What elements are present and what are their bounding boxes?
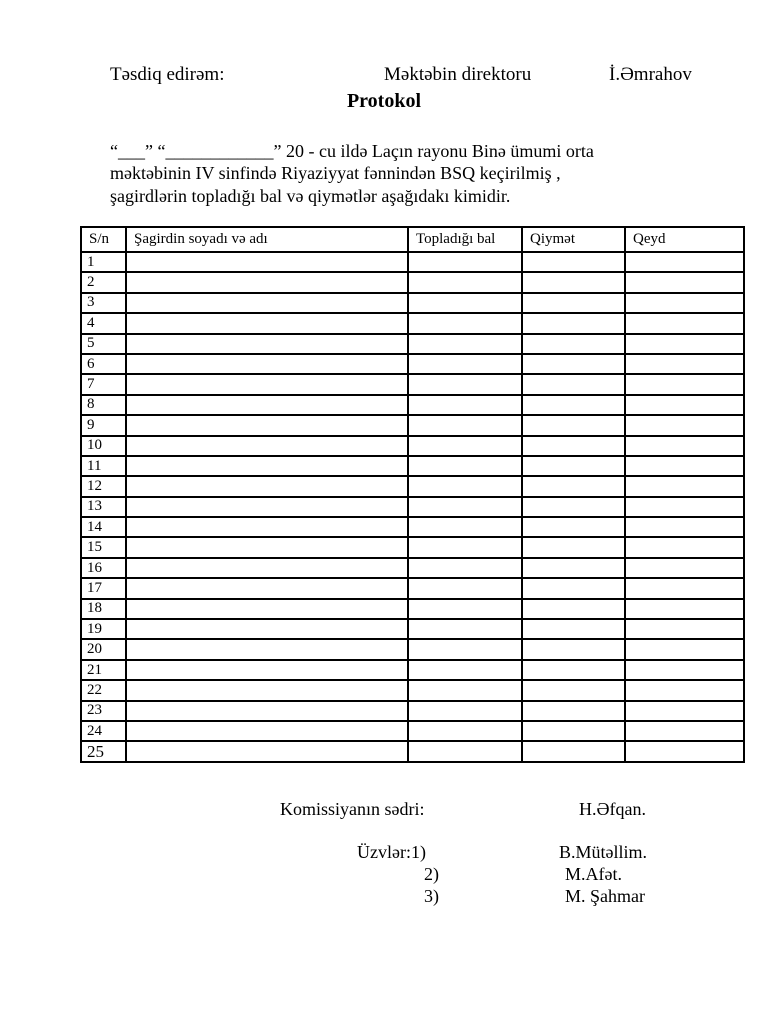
table-row — [81, 354, 744, 374]
grade-cell — [522, 395, 625, 415]
row-number-cell: 5 — [81, 334, 126, 354]
column-header-score: Topladığı bal — [408, 227, 522, 252]
grade-cell — [522, 741, 625, 761]
note-cell — [625, 721, 744, 741]
grade-cell — [522, 680, 625, 700]
student-name-cell — [126, 415, 408, 435]
note-cell — [625, 537, 744, 557]
score-cell — [408, 313, 522, 333]
row-number-cell: 15 — [81, 537, 126, 557]
table-row — [81, 599, 744, 619]
note-cell — [625, 660, 744, 680]
student-name-cell — [126, 436, 408, 456]
note-cell — [625, 374, 744, 394]
score-cell — [408, 558, 522, 578]
row-number-cell: 20 — [81, 639, 126, 659]
score-cell — [408, 456, 522, 476]
student-name-cell — [126, 272, 408, 292]
grade-cell — [522, 415, 625, 435]
score-cell — [408, 721, 522, 741]
student-name-cell — [126, 721, 408, 741]
table-row — [81, 721, 744, 741]
chair-label: Komissiyanın sədri: — [280, 799, 425, 819]
column-header-number: S/n — [81, 227, 126, 252]
score-cell — [408, 497, 522, 517]
director-title: Məktəbin direktoru — [384, 64, 532, 85]
student-name-cell — [126, 252, 408, 272]
table-row — [81, 497, 744, 517]
row-number-cell: 13 — [81, 497, 126, 517]
score-cell — [408, 272, 522, 292]
student-name-cell — [126, 701, 408, 721]
grade-cell — [522, 374, 625, 394]
grade-cell — [522, 578, 625, 598]
score-cell — [408, 415, 522, 435]
row-number-cell: 11 — [81, 456, 126, 476]
grade-cell — [522, 272, 625, 292]
row-number-cell: 23 — [81, 701, 126, 721]
note-cell — [625, 313, 744, 333]
member-name: M. Şahmar — [565, 886, 645, 906]
student-name-cell — [126, 558, 408, 578]
results-table — [80, 226, 745, 763]
row-number-cell: 8 — [81, 395, 126, 415]
note-cell — [625, 334, 744, 354]
note-cell — [625, 272, 744, 292]
column-header-student-name: Şagirdin soyadı və adı — [126, 227, 408, 252]
grade-cell — [522, 334, 625, 354]
row-number-cell: 16 — [81, 558, 126, 578]
member-name: B.Mütəllim. — [559, 842, 648, 862]
row-number-cell: 21 — [81, 660, 126, 680]
score-cell — [408, 680, 522, 700]
student-name-cell — [126, 456, 408, 476]
score-cell — [408, 578, 522, 598]
student-name-cell — [126, 660, 408, 680]
intro-line-1: “___” “____________” 20 - cu ildə Laçın rayonu Binə ümumi orta — [110, 141, 594, 161]
note-cell — [625, 476, 744, 496]
grade-cell — [522, 252, 625, 272]
row-number-cell: 7 — [81, 374, 126, 394]
row-number-cell: 10 — [81, 436, 126, 456]
grade-cell — [522, 660, 625, 680]
row-number-cell: 25 — [81, 741, 126, 761]
row-number-cell: 18 — [81, 599, 126, 619]
student-name-cell — [126, 741, 408, 761]
student-name-cell — [126, 619, 408, 639]
row-number-cell: 12 — [81, 476, 126, 496]
note-cell — [625, 701, 744, 721]
score-cell — [408, 741, 522, 761]
grade-cell — [522, 436, 625, 456]
table-row — [81, 456, 744, 476]
row-number-cell: 24 — [81, 721, 126, 741]
score-cell — [408, 639, 522, 659]
note-cell — [625, 252, 744, 272]
chair-name: H.Əfqan. — [579, 799, 646, 819]
student-name-cell — [126, 374, 408, 394]
note-cell — [625, 639, 744, 659]
note-cell — [625, 741, 744, 761]
table-row — [81, 313, 744, 333]
table-row — [81, 272, 744, 292]
row-number-cell: 6 — [81, 354, 126, 374]
student-name-cell — [126, 395, 408, 415]
row-number-cell: 4 — [81, 313, 126, 333]
score-cell — [408, 395, 522, 415]
grade-cell — [522, 313, 625, 333]
members-label: Üzvlər:1) — [357, 842, 426, 862]
score-cell — [408, 252, 522, 272]
table-row — [81, 741, 744, 761]
grade-cell — [522, 721, 625, 741]
column-header-note: Qeyd — [625, 227, 744, 252]
grade-cell — [522, 701, 625, 721]
student-name-cell — [126, 537, 408, 557]
table-header-row — [81, 227, 744, 252]
row-number-cell: 2 — [81, 272, 126, 292]
grade-cell — [522, 537, 625, 557]
score-cell — [408, 537, 522, 557]
row-number-cell: 22 — [81, 680, 126, 700]
student-name-cell — [126, 517, 408, 537]
note-cell — [625, 415, 744, 435]
director-name: İ.Əmrahov — [609, 64, 692, 85]
note-cell — [625, 680, 744, 700]
row-number-cell: 19 — [81, 619, 126, 639]
table-row — [81, 680, 744, 700]
table-row — [81, 578, 744, 598]
table-row — [81, 517, 744, 537]
score-cell — [408, 619, 522, 639]
table-row — [81, 558, 744, 578]
grade-cell — [522, 517, 625, 537]
grade-cell — [522, 497, 625, 517]
table-row — [81, 619, 744, 639]
student-name-cell — [126, 476, 408, 496]
grade-cell — [522, 456, 625, 476]
note-cell — [625, 578, 744, 598]
student-name-cell — [126, 293, 408, 313]
member-number: 3) — [424, 886, 439, 906]
intro-line-3: şagirdlərin topladığı bal və qiymətlər aşağıdakı kimidir. — [110, 186, 511, 206]
table-row — [81, 639, 744, 659]
grade-cell — [522, 476, 625, 496]
grade-cell — [522, 619, 625, 639]
column-header-grade: Qiymət — [522, 227, 625, 252]
table-row — [81, 293, 744, 313]
score-cell — [408, 354, 522, 374]
note-cell — [625, 497, 744, 517]
score-cell — [408, 334, 522, 354]
row-number-cell: 14 — [81, 517, 126, 537]
student-name-cell — [126, 313, 408, 333]
note-cell — [625, 395, 744, 415]
student-name-cell — [126, 680, 408, 700]
score-cell — [408, 476, 522, 496]
student-name-cell — [126, 599, 408, 619]
member-name: M.Afət. — [565, 864, 622, 884]
grade-cell — [522, 293, 625, 313]
note-cell — [625, 293, 744, 313]
table-row — [81, 476, 744, 496]
note-cell — [625, 354, 744, 374]
student-name-cell — [126, 354, 408, 374]
grade-cell — [522, 639, 625, 659]
grade-cell — [522, 599, 625, 619]
page-title: Protokol — [346, 90, 422, 112]
score-cell — [408, 293, 522, 313]
table-row — [81, 374, 744, 394]
table-row — [81, 660, 744, 680]
score-cell — [408, 599, 522, 619]
student-name-cell — [126, 334, 408, 354]
score-cell — [408, 374, 522, 394]
table-row — [81, 252, 744, 272]
grade-cell — [522, 558, 625, 578]
score-cell — [408, 701, 522, 721]
note-cell — [625, 436, 744, 456]
note-cell — [625, 517, 744, 537]
row-number-cell: 1 — [81, 252, 126, 272]
note-cell — [625, 619, 744, 639]
table-row — [81, 537, 744, 557]
student-name-cell — [126, 639, 408, 659]
table-row — [81, 701, 744, 721]
table-row — [81, 415, 744, 435]
note-cell — [625, 456, 744, 476]
approval-label: Təsdiq edirəm: — [110, 64, 225, 85]
score-cell — [408, 660, 522, 680]
table-row — [81, 436, 744, 456]
student-name-cell — [126, 578, 408, 598]
note-cell — [625, 599, 744, 619]
student-name-cell — [126, 497, 408, 517]
score-cell — [408, 436, 522, 456]
grade-cell — [522, 354, 625, 374]
row-number-cell: 17 — [81, 578, 126, 598]
intro-line-2: məktəbinin IV sinfində Riyaziyyat fənnindən BSQ keçirilmiş , — [110, 163, 561, 183]
score-cell — [408, 517, 522, 537]
table-row — [81, 395, 744, 415]
member-number: 2) — [424, 864, 439, 884]
table-row — [81, 334, 744, 354]
row-number-cell: 3 — [81, 293, 126, 313]
row-number-cell: 9 — [81, 415, 126, 435]
note-cell — [625, 558, 744, 578]
